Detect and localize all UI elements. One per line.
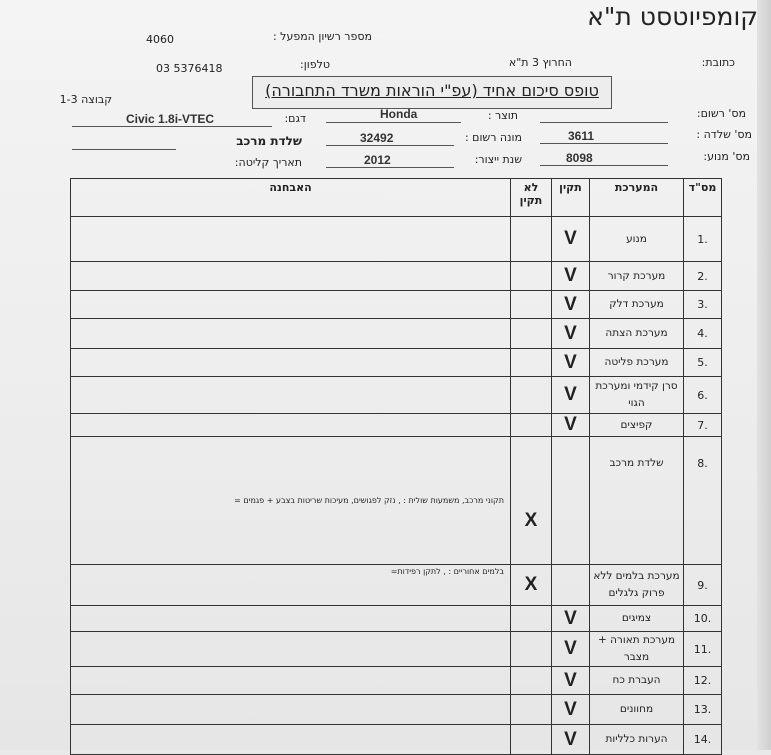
row-number: 4. [684, 319, 722, 349]
odometer-line [326, 145, 454, 146]
form-title-box [252, 76, 612, 109]
row-number: 10. [684, 606, 722, 632]
diagnosis-cell: תקוני מרכב, משמעות שולית : , נזק לפגושים, מעיכות שריטות בצבע + פגמים = [71, 437, 511, 565]
system-name: מחוונים [590, 695, 684, 725]
not-ok-mark [511, 349, 552, 377]
row-number: 7. [684, 414, 722, 437]
ok-mark [552, 437, 590, 565]
row-number: 12. [684, 667, 722, 695]
not-ok-mark: X [511, 437, 552, 565]
table-row [71, 695, 722, 725]
model-value: Civic 1.8i-VTEC [126, 112, 215, 126]
form-title: טופס סיכום אחיד (עפ"י הוראות משרד התחבורה) [265, 81, 599, 100]
table-row [71, 319, 722, 349]
ok-mark: V [552, 349, 590, 377]
chassis-line [540, 143, 668, 144]
diagnosis-cell [71, 606, 511, 632]
diagnosis-cell [71, 414, 511, 437]
table-row [71, 262, 722, 291]
not-ok-mark [511, 632, 552, 667]
diagnosis-cell [71, 262, 511, 291]
diagnosis-cell [71, 377, 511, 414]
license-value: 4060 [146, 33, 174, 46]
system-name: מערכת דלק [590, 291, 684, 319]
chassis-label: מס' שלדה : [696, 128, 752, 141]
table-row [71, 414, 722, 437]
row-number: 8. [684, 437, 722, 565]
odometer-label: מונה רשום : [464, 131, 522, 144]
row-number: 1. [684, 217, 722, 262]
diagnosis-cell [71, 695, 511, 725]
diagnosis-cell [71, 291, 511, 319]
ok-mark: V [552, 291, 590, 319]
not-ok-mark [511, 262, 552, 291]
header-diagnosis: האבחנה [71, 179, 511, 217]
header-no: מס"ד [684, 179, 722, 217]
body-label: שלדת מרכב [236, 134, 302, 148]
year-label: שנת ייצור: [474, 153, 522, 166]
address-value: החרוץ 3 ת"א [508, 56, 572, 69]
table-row [71, 217, 722, 262]
diagnosis-cell: בלמים אחוריים : , לתקן רפידות= [71, 565, 511, 606]
table-row [71, 291, 722, 319]
model-line [72, 126, 272, 127]
system-name: מערכת פליטה [590, 349, 684, 377]
diagnosis-cell [71, 217, 511, 262]
system-name: מערכת קרור [590, 262, 684, 291]
ok-mark: V [552, 414, 590, 437]
license-label: מספר רשיון המפעל : [272, 30, 372, 43]
phone-value: 03 5376418 [156, 62, 223, 75]
not-ok-mark [511, 606, 552, 632]
table-row [71, 632, 722, 667]
not-ok-mark: X [511, 565, 552, 606]
year-value: 2012 [364, 153, 391, 167]
row-number: 6. [684, 377, 722, 414]
reg-label: מס' רשום: [696, 107, 746, 120]
header-not-ok: לא תקין [511, 179, 552, 217]
ok-mark: V [552, 632, 590, 667]
system-name: סרן קידמי ומערכת הגוי [590, 377, 684, 414]
inspection-table [70, 178, 722, 755]
not-ok-mark [511, 414, 552, 437]
header-ok: תקין [552, 179, 590, 217]
ok-mark: V [552, 377, 590, 414]
diagnosis-cell [71, 632, 511, 667]
system-name: שלדת מרכב [590, 437, 684, 565]
maker-value: Honda [380, 107, 418, 121]
table-row [71, 606, 722, 632]
not-ok-mark [511, 319, 552, 349]
not-ok-mark [511, 725, 552, 755]
system-name: מנוע [590, 217, 684, 262]
phone-label: טלפון: [300, 58, 330, 71]
row-number: 3. [684, 291, 722, 319]
ok-mark: V [552, 695, 590, 725]
table-row [71, 667, 722, 695]
page-edge [757, 0, 771, 750]
diagnosis-cell [71, 319, 511, 349]
system-name: מערכת בלמים ללא פרוק גלגלים [590, 565, 684, 606]
not-ok-mark [511, 667, 552, 695]
engine-label: מס' מנוע: [703, 150, 750, 163]
ok-mark: V [552, 725, 590, 755]
table-row [71, 377, 722, 414]
ok-mark: V [552, 319, 590, 349]
not-ok-mark [511, 377, 552, 414]
not-ok-mark [511, 695, 552, 725]
ok-mark: V [552, 606, 590, 632]
row-number: 9. [684, 565, 722, 606]
table-row [71, 565, 722, 606]
table-header-row [71, 179, 722, 217]
year-line [326, 167, 454, 168]
engine-value: 8098 [566, 151, 593, 165]
maker-label: תוצר : [487, 109, 518, 122]
odometer-value: 32492 [360, 131, 394, 145]
not-ok-mark [511, 217, 552, 262]
intake-label: תאריך קליטה: [234, 156, 302, 169]
table-row [71, 349, 722, 377]
system-name: צמיגים [590, 606, 684, 632]
engine-line [540, 165, 668, 166]
row-number: 5. [684, 349, 722, 377]
ok-mark: V [552, 262, 590, 291]
chassis-value: 3611 [568, 129, 595, 143]
row-number: 2. [684, 262, 722, 291]
group-label: קבוצה 1-3 [59, 93, 112, 106]
system-name: הערות כלליות [590, 725, 684, 755]
header-system: המערכת [590, 179, 684, 217]
ok-mark: V [552, 667, 590, 695]
ok-mark: V [552, 217, 590, 262]
row-number: 14. [684, 725, 722, 755]
address-label: כתובת: [701, 56, 735, 69]
system-name: מערכת תאורה + מצבר [590, 632, 684, 667]
diagnosis-cell [71, 349, 511, 377]
ok-mark [552, 565, 590, 606]
table-row [71, 725, 722, 755]
row-number: 11. [684, 632, 722, 667]
diagnosis-cell [71, 667, 511, 695]
body-line [72, 149, 176, 150]
maker-line [326, 122, 461, 123]
system-name: קפיצים [590, 414, 684, 437]
diagnosis-cell [71, 725, 511, 755]
model-label: דגם: [284, 112, 306, 125]
company-name: קומפיוטסט ת"א [587, 2, 758, 31]
system-name: מערכת הצתה [590, 319, 684, 349]
table-row [71, 437, 722, 565]
row-number: 13. [684, 695, 722, 725]
not-ok-mark [511, 291, 552, 319]
reg-line [540, 122, 668, 123]
system-name: העברת כח [590, 667, 684, 695]
